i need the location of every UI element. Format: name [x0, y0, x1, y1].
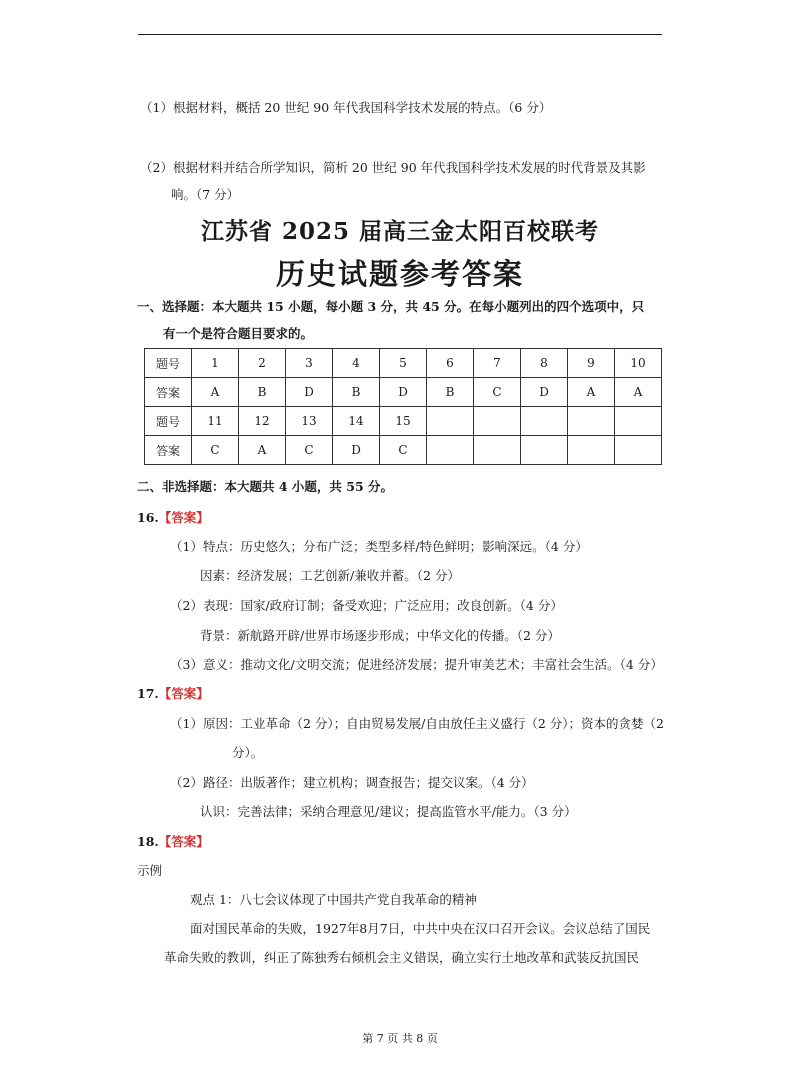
q18-heading [137, 832, 209, 850]
table-cell-number: 13 [286, 407, 333, 436]
answer-table [144, 348, 662, 465]
table-cell-number: 6 [427, 349, 474, 378]
q18-line-3: 革命失败的教训，纠正了陈独秀右倾机会主义错误，确立实行土地改革和武装反抗国民 [164, 950, 640, 965]
table-cell-number [474, 407, 521, 436]
table-cell-answer [521, 436, 568, 465]
table-cell-number [615, 407, 662, 436]
table-label-number: 题号 [145, 407, 192, 436]
q16-answer-tag: 【答案】 [158, 510, 209, 525]
q16-line-1: （1）特点：历史悠久；分布广泛；类型多样/特色鲜明；影响深远。（4 分） [170, 539, 588, 554]
table-row [145, 378, 662, 407]
table-cell-answer: C [474, 378, 521, 407]
section-1-heading: 一、选择题：本大题共 15 小题，每小题 3 分，共 45 分。在每小题列出的四个选项中，只 [137, 299, 645, 314]
table-row [145, 436, 662, 465]
q17-line-1: （1）原因：工业革命（2 分）；自由贸易发展/自由放任主义盛行（2 分）；资本的贪婪（2 [170, 716, 664, 731]
q16-line-3: （2）表现：国家/政府订制；备受欢迎；广泛应用；改良创新。（4 分） [170, 598, 563, 613]
table-cell-answer [474, 436, 521, 465]
table-cell-number: 4 [333, 349, 380, 378]
table-label-number: 题号 [145, 349, 192, 378]
page-title: 江苏省 2025 届高三金太阳百校联考 [200, 218, 600, 245]
q16-heading [137, 508, 209, 526]
page-subtitle: 历史试题参考答案 [275, 257, 524, 291]
table-cell-number: 12 [239, 407, 286, 436]
table-cell-number: 11 [192, 407, 239, 436]
table-cell-number: 8 [521, 349, 568, 378]
table-cell-answer [615, 436, 662, 465]
table-cell-answer: D [333, 436, 380, 465]
section-2-heading: 二、非选择题：本大题共 4 小题，共 55 分。 [137, 479, 394, 494]
table-row [145, 407, 662, 436]
table-cell-answer: B [333, 378, 380, 407]
table-cell-answer: A [239, 436, 286, 465]
table-cell-answer: D [286, 378, 333, 407]
page-footer: 第 7 页 共 8 页 [362, 1032, 438, 1045]
table-label-answer: 答案 [145, 378, 192, 407]
table-cell-number: 7 [474, 349, 521, 378]
table-cell-number: 9 [568, 349, 615, 378]
q17-line-4: 认识：完善法律；采纳合理意见/建议；提高监管水平/能力。（3 分） [200, 804, 577, 819]
q18-line-1: 观点 1：八七会议体现了中国共产党自我革命的精神 [190, 892, 477, 907]
table-cell-number: 5 [380, 349, 427, 378]
table-cell-answer: D [521, 378, 568, 407]
table-cell-number: 14 [333, 407, 380, 436]
table-cell-answer: A [192, 378, 239, 407]
top-rule [138, 34, 662, 35]
section-1-heading-cont: 有一个是符合题目要求的。 [163, 326, 314, 341]
q17-number: 17. [137, 686, 159, 701]
table-cell-answer: B [427, 378, 474, 407]
table-cell-answer: C [286, 436, 333, 465]
question-1: （1）根据材料，概括 20 世纪 90 年代我国科学技术发展的特点。（6 分） [140, 100, 552, 115]
q18-answer-tag: 【答案】 [158, 834, 209, 849]
table-cell-answer: C [192, 436, 239, 465]
table-cell-number: 10 [615, 349, 662, 378]
table-cell-answer: B [239, 378, 286, 407]
q17-heading [137, 684, 209, 702]
table-cell-number: 2 [239, 349, 286, 378]
table-cell-answer: C [380, 436, 427, 465]
q18-number: 18. [137, 834, 159, 849]
question-2-line-2: 响。（7 分） [171, 187, 240, 202]
q16-number: 16. [137, 510, 159, 525]
table-cell-answer [427, 436, 474, 465]
q17-line-2: 分）。 [232, 745, 264, 760]
table-cell-number: 15 [380, 407, 427, 436]
table-cell-answer: A [615, 378, 662, 407]
table-cell-number [568, 407, 615, 436]
table-cell-number: 3 [286, 349, 333, 378]
table-cell-number [427, 407, 474, 436]
question-2-line-1: （2）根据材料并结合所学知识，简析 20 世纪 90 年代我国科学技术发展的时代背景及其影 [140, 160, 646, 175]
table-cell-number: 1 [192, 349, 239, 378]
q16-line-5: （3）意义：推动文化/文明交流；促进经济发展；提升审美艺术；丰富社会生活。（4 分） [170, 657, 663, 672]
table-cell-answer: A [568, 378, 615, 407]
table-cell-number [521, 407, 568, 436]
table-row [145, 349, 662, 378]
table-cell-answer [568, 436, 615, 465]
q17-answer-tag: 【答案】 [158, 686, 209, 701]
q17-line-3: （2）路径：出版著作；建立机构；调查报告；提交议案。（4 分） [170, 775, 534, 790]
q16-line-4: 背景：新航路开辟/世界市场逐步形成；中华文化的传播。（2 分） [200, 628, 560, 643]
q18-line-2: 面对国民革命的失败，1927年8月7日，中共中央在汉口召开会议。会议总结了国民 [190, 921, 651, 936]
q18-example-label: 示例 [137, 863, 163, 878]
table-label-answer: 答案 [145, 436, 192, 465]
table-cell-answer: D [380, 378, 427, 407]
q16-line-2: 因素：经济发展；工艺创新/兼收并蓄。（2 分） [200, 568, 460, 583]
